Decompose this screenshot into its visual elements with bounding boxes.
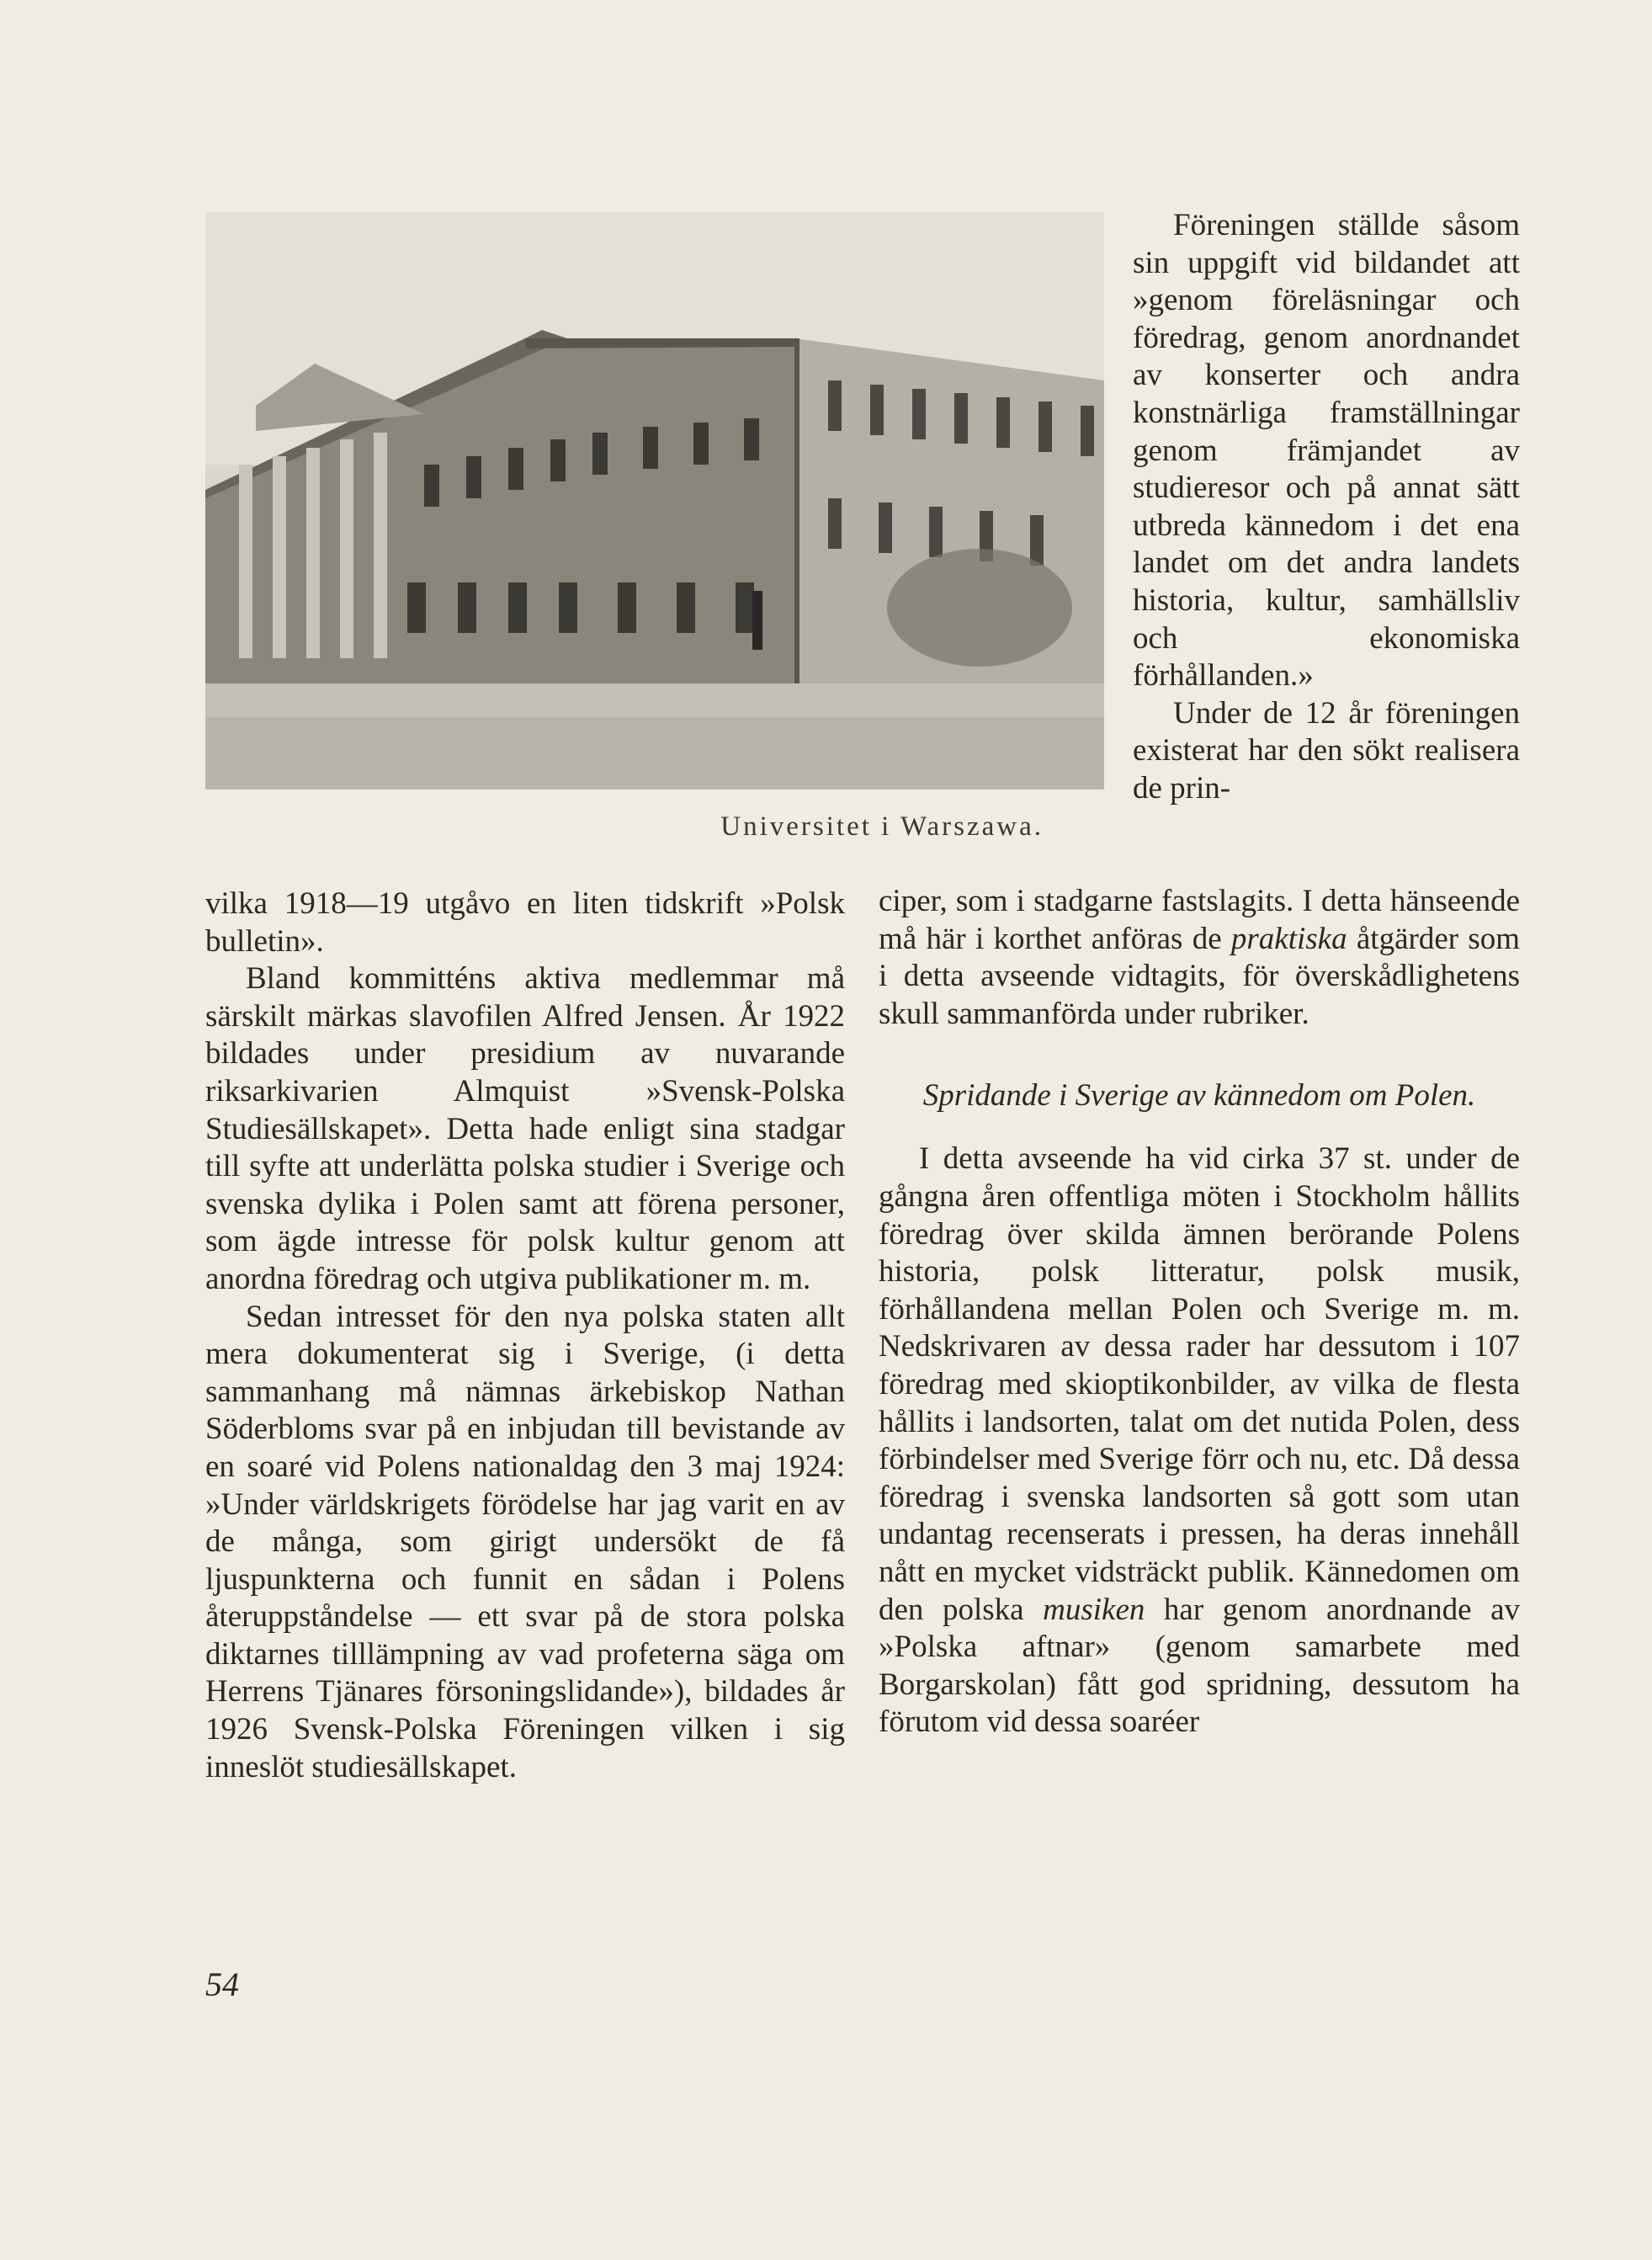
paragraph — [879, 883, 1520, 1033]
text-run: I detta avseende ha vid cirka 37 st. under de gångna åren offentliga möten i Stockholm hållits föredrag över skilda ämnen berörande Polens historia, polsk litteratur, polsk musik, förhållandena mellan Polen och Sverige m. m. Nedskrivaren av dessa rader har dessutom i 107 föredrag med skioptikonbilder, av vilka de flesta hållits i landsorten, talat om det nutida Polen, dess förbindelser med Sverige förr och nu, etc. Då dessa föredrag i svenska landsorten så gott som utan undantag recenserats i pressen, ha deras innehåll nått en mycket vidsträckt publik. Kännedomen om den polska — [879, 1141, 1520, 1627]
text-run: åtgärder som i detta avseende vidtagits, för överskådlighetens skull sammanförda under rubriker. — [879, 921, 1521, 1031]
paragraph: vilka 1918—19 utgåvo en liten tidskrift »Polsk bulletin». — [205, 886, 845, 959]
section-heading: Spridande i Sverige av kännedom om Polen. — [922, 1078, 1476, 1114]
page-number: 54 — [205, 1965, 239, 2003]
photo-caption: Universitet i Warszawa. — [720, 811, 1044, 842]
paragraph: Bland kommitténs aktiva medlemmar må särskilt märkas slavofilen Alfred Jensen. År 1922 bildades under presidium av nuvarande riksarkivarien Almquist »Svensk-Polska Studiesällskapet». Detta hade enligt sina stadgar till syfte att underlätta polska studier i Sverige och svenska dylika i Polen samt att förena personer, som ägde intresse för polsk kultur genom att anordna föredrag och utgiva publikationer m. m. — [205, 961, 845, 1296]
paragraph: Föreningen ställde såsom sin uppgift vid bildandet att »genom föreläsningar och föredrag, genom anordnandet av konserter och andra konstnärliga framställningar genom främjandet av studieresor och på annat sätt utbreda kännedom i det ena landet om det andra landets historia, kultur, samhällsliv och ekonomiska förhållanden.» — [1133, 208, 1520, 694]
building-photo-image — [205, 212, 1104, 790]
emphasis: musiken — [1043, 1592, 1145, 1627]
right-column-main — [879, 883, 1520, 1742]
left-column — [205, 885, 845, 1786]
emphasis: praktiska — [1230, 921, 1347, 956]
paragraph: Under de 12 år föreningen existerat har den sökt realisera de prin- — [1133, 695, 1520, 806]
paragraph — [879, 1141, 1520, 1742]
right-column-top — [1133, 207, 1520, 808]
text-run: har genom anordnande av »Polska aftnar» (genom samarbete med Borgarskolan) fått god spridning, dessutom ha förutom vid dessa soaréer — [879, 1592, 1521, 1740]
university-photo — [205, 212, 1104, 790]
paragraph: Sedan intresset för den nya polska staten allt mera dokumenterat sig i Sverige, (i detta sammanhang må nämnas ärkebiskop Nathan Söderbloms svar på en inbjudan till bevistande av en soaré vid Polens nationaldag den 3 maj 1924: »Under världskrigets förödelse har jag varit en av de många, som girigt undersökt de få ljuspunkterna och funnit en sådan i Polens återuppståndelse — ett svar på de stora polska diktarnes tilllämpning av vad profeterna säga om Herrens Tjänares försoningslidande»), bildades år 1926 Svensk-Polska Föreningen vilken i sig inneslöt studiesällskapet. — [205, 1299, 845, 1784]
text-run: ciper, som i stadgarne fastslagits. I detta hänseende må här i korthet anföras de — [879, 884, 1520, 956]
